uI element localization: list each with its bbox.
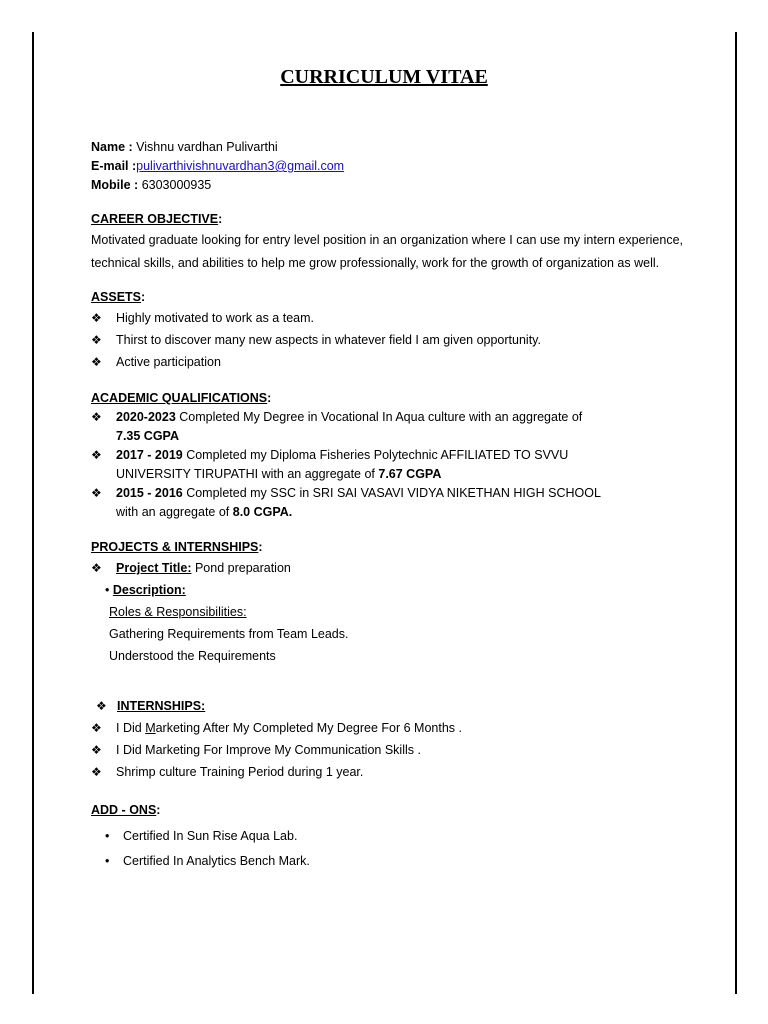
diamond-bullet-icon: ❖ [91,410,102,424]
academic-text-line2: UNIVERSITY TIRUPATHI with an aggregate of [116,467,379,481]
career-objective-colon: : [218,212,223,226]
projects-heading-text: PROJECTS & INTERNSHIPS [91,540,259,554]
addons-heading [91,801,721,820]
addons-item-text: Certified In Analytics Bench Mark. [123,854,310,868]
academic-year: 2020-2023 [116,410,176,424]
dot-bullet-icon: • [105,829,110,843]
addons-colon: : [156,803,161,817]
description-row [91,579,721,601]
email-link[interactable]: pulivarthivishnuvardhan3@gmail.com [136,159,345,173]
internship-item [91,761,721,783]
diamond-bullet-icon: ❖ [91,743,102,757]
internship-item-prefix: I Did [116,721,146,735]
internship-item-text: Shrimp culture Training Period during 1 year. [116,765,364,779]
internship-item-text: I Did Marketing For Improve My Communication Skills . [116,743,421,757]
assets-item [91,329,721,351]
name-row [91,138,721,157]
addons-item [91,824,721,849]
academic-grade: 7.67 CGPA [378,467,442,481]
academic-colon: : [267,391,272,405]
academic-text: Completed my Diploma Fisheries Polytechnic AFFILIATED TO SVVU [182,448,569,462]
academic-text-line2: with an aggregate of [116,505,233,519]
email-row [91,157,721,176]
diamond-bullet-icon: ❖ [91,765,102,779]
right-border-line [735,32,737,994]
dot-bullet-icon: • [105,854,110,868]
addons-heading-text: ADD - ONS [91,803,157,817]
diamond-bullet-icon: ❖ [91,721,102,735]
academic-item [91,446,721,484]
name-value: Vishnu vardhan Pulivarthi [136,140,278,154]
project-title-label: Project Title: [116,561,192,575]
left-border-line [32,32,34,994]
internship-item [91,739,721,761]
academic-year: 2017 - 2019 [116,448,183,462]
assets-colon: : [141,290,146,304]
diamond-bullet-icon: ❖ [91,355,102,369]
project-title-row [91,557,721,579]
academic-grade: 8.0 CGPA. [232,505,293,519]
diamond-bullet-icon: ❖ [96,699,107,713]
internship-item [91,717,721,739]
career-objective-heading-text: CAREER OBJECTIVE [91,212,219,226]
resume-body [91,138,721,874]
assets-item-text: Active participation [116,355,221,369]
addons-item [91,849,721,874]
name-label: Name : [91,140,133,154]
mobile-value: 6303000935 [141,178,212,192]
dot-bullet-icon: • [105,583,110,597]
page-title: CURRICULUM VITAE [280,66,488,88]
academic-item [91,408,721,446]
academic-heading [91,389,721,408]
diamond-bullet-icon: ❖ [91,561,102,575]
internship-item-underlined-letter: M [145,721,156,735]
project-title-value: Pond preparation [191,561,291,575]
projects-heading [91,538,721,557]
email-label: E-mail : [91,159,137,173]
assets-item-text: Thirst to discover many new aspects in whatever field I am given opportunity. [116,333,541,347]
mobile-row [91,176,721,195]
mobile-label: Mobile : [91,178,139,192]
academic-grade: 7.35 CGPA [116,429,179,443]
academic-text: Completed my SSC in SRI SAI VASAVI VIDYA NIKETHAN HIGH SCHOOL [182,486,601,500]
diamond-bullet-icon: ❖ [91,311,102,325]
career-objective-text: Motivated graduate looking for entry level position in an organization where I can use my intern experience, technical skills, and abilities to help me grow professionally, work for the growth of organization as well. [91,233,684,270]
academic-heading-text: ACADEMIC QUALIFICATIONS [91,391,268,405]
roles-label: Roles & Responsibilities: [109,605,247,619]
academic-item [91,484,721,522]
internships-heading-row [91,695,721,717]
roles-item: Understood the Requirements [109,649,276,663]
internships-heading: INTERNSHIPS: [117,699,206,713]
academic-year: 2015 - 2016 [116,486,183,500]
assets-heading [91,288,721,307]
diamond-bullet-icon: ❖ [91,333,102,347]
diamond-bullet-icon: ❖ [91,448,102,462]
diamond-bullet-icon: ❖ [91,486,102,500]
description-label: Description: [112,583,186,597]
internship-item-rest: arketing After My Completed My Degree For 6 Months . [155,721,462,735]
projects-colon: : [258,540,263,554]
assets-item [91,307,721,329]
career-objective-heading [91,210,721,229]
addons-item-text: Certified In Sun Rise Aqua Lab. [123,829,298,843]
assets-heading-text: ASSETS [91,290,142,304]
assets-item-text: Highly motivated to work as a team. [116,311,314,325]
roles-item: Gathering Requirements from Team Leads. [109,627,349,641]
academic-text: Completed My Degree in Vocational In Aqua culture with an aggregate of [175,410,583,424]
assets-item [91,351,721,373]
